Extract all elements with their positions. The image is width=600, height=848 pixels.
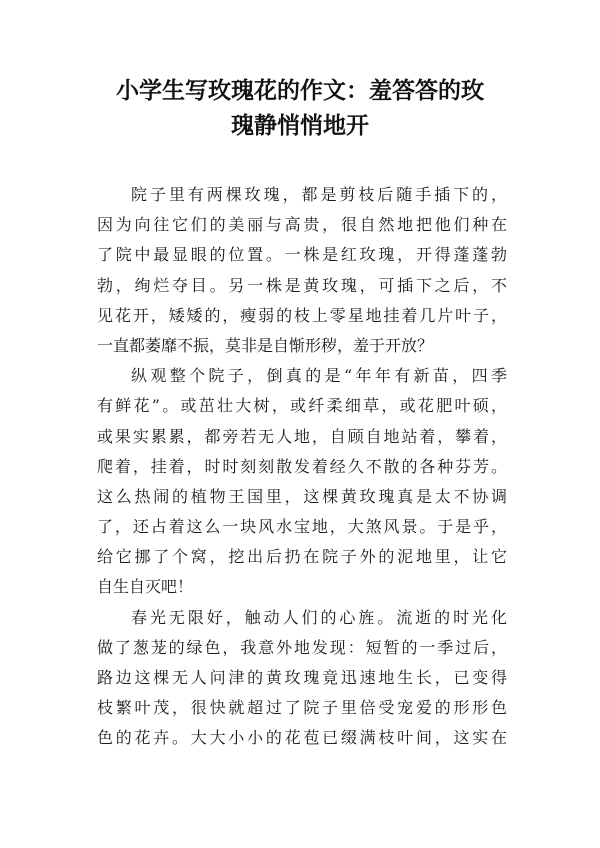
paragraph-2-line: 自生自灭吧！ xyxy=(97,577,194,597)
paragraph-3-line: 路边这棵无人问津的黄玫瑰竟迅速地生长，已变得 xyxy=(97,668,507,687)
title-line-1: 小学生写玫瑰花的作文：羞答答的玫 xyxy=(116,78,484,104)
paragraph-1-line: 见花开，矮矮的，瘦弱的枝上零星地挂着几片叶子， xyxy=(97,305,507,325)
paragraph-1-line: 勃，绚烂夺目。另一株是黄玫瑰，可插下之后，不 xyxy=(97,275,507,295)
paragraph-2-line: 这么热闹的植物王国里，这棵黄玫瑰真是太不协调 xyxy=(97,486,507,506)
article-body xyxy=(97,180,507,754)
title-line-2: 瑰静悄悄地开 xyxy=(231,113,369,139)
paragraph-2-line: 了，还占着这么一块风水宝地，大煞风景。于是乎， xyxy=(97,517,507,537)
paragraph-2-line: 纵观整个院子，倒真的是“年年有新苗，四季 xyxy=(131,366,507,386)
paragraph-1-line: 了院中最显眼的位置。一株是红玫瑰，开得蓬蓬勃 xyxy=(97,245,507,265)
paragraph-1-line: 院子里有两棵玫瑰，都是剪枝后随手插下的， xyxy=(131,185,507,204)
paragraph-3-line: 做了葱茏的绿色，我意外地发现：短暂的一季过后， xyxy=(97,637,507,657)
paragraph-3-line: 色的花卉。大大小小的花苞已缀满枝叶间，这实在 xyxy=(97,728,507,748)
paragraph-2-line: 有鲜花”。或茁壮大树，或纤柔细草，或花肥叶硕， xyxy=(97,396,507,416)
paragraph-1-line: 因为向往它们的美丽与高贵，很自然地把他们种在 xyxy=(97,215,507,235)
article-title xyxy=(95,74,505,144)
paragraph-3-line: 枝繁叶茂，很快就超过了院子里倍受宠爱的形形色 xyxy=(97,698,507,718)
paragraph-2-line: 给它挪了个窝，挖出后扔在院子外的泥地里，让它 xyxy=(97,547,507,567)
paragraph-3-line: 春光无限好，触动人们的心旌。流逝的时光化 xyxy=(131,607,507,627)
paragraph-2-line: 或果实累累，都旁若无人地，自顾自地站着，攀着， xyxy=(97,426,507,446)
paragraph-1-line: 一直都萎靡不振，莫非是自惭形秽，羞于开放？ xyxy=(97,335,434,355)
paragraph-2-line: 爬着，挂着，时时刻刻散发着经久不散的各种芬芳。 xyxy=(97,456,507,476)
